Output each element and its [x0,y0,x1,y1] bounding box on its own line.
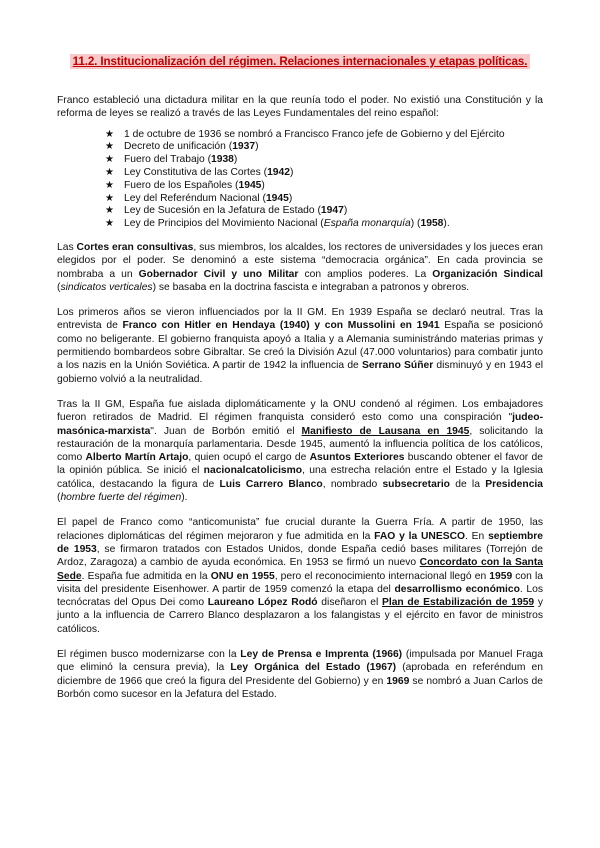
title-wrapper [57,52,543,70]
list-item: ★ Ley de Principios del Movimiento Nacional (España monarquía) (1958). [105,218,450,230]
intro-paragraph: Franco estableció una dictadura militar en la que reunía todo el poder. No existió una Constitución y la reforma de leyes se realizó a través de las Leyes Fundamentales del reino español: [57,95,543,120]
cortes-paragraph: Las Cortes eran consultivas, sus miembros, los alcaldes, los rectores de universidades y los jueces eran elegidos por el poder. Se denominó a este sistema “democracia orgánica”. En cada provincia se nombraba a un Gobernador Civil y uno Militar con amplios poderes. La Organización Sindical (sindicatos verticales) se basaba en la doctrina fascista e integraban a patronos y obreros. [57,241,544,293]
star-bullet-icon: ★ [105,154,114,166]
section-title: 11.2. Institucionalización del régimen. Relaciones internacionales y etapas políticas. [70,54,531,69]
list-item: ★ Ley de Sucesión en la Jefatura de Estado (1947) [105,205,348,217]
star-bullet-icon: ★ [105,192,114,204]
star-bullet-icon: ★ [105,179,114,191]
star-bullet-icon: ★ [105,128,114,140]
list-item: ★ Ley Constitutiva de las Cortes (1942) [105,166,294,178]
star-bullet-icon: ★ [105,141,114,153]
list-item: ★ Fuero del Trabajo (1938) [105,154,238,166]
modernization-paragraph: El régimen busco modernizarse con la Ley de Prensa e Imprenta (1966) (impulsada por Manuel Fraga que eliminó la censura previa), la Ley Orgánica del Estado (1967) (aprobada en referéndum en diciembre de 1966 que creó la figura del Presidente del Gobierno) y en 1969 se nombró a Juan Carlos de Borbón como sucesor en la Jefatura del Estado. [57,648,544,700]
list-item: ★ Ley del Referéndum Nacional (1945) [105,192,293,204]
list-item: ★ 1 de octubre de 1936 se nombró a Francisco Franco jefe de Gobierno y del Ejército [105,128,505,140]
star-bullet-icon: ★ [105,205,114,217]
cold-war-paragraph: El papel de Franco como “anticomunista” fue crucial durante la Guerra Fría. A partir de 1950, las relaciones diplomáticas del régimen mejoraron y fue admitida en la FAO y la UNESCO. En septiembre de 1953, se firmaron tratados con Estados Unidos, donde España cedió bases militares (Torrejón de Ardoz, Zaragoza) a cambio de ayuda económica. En 1953 se firmó un nuevo Concordato con la Santa Sede. España fue admitida en la ONU en 1955, pero el reconocimiento internacional llegó en 1959 con la visita del presidente Eisenhower. A partir de 1959 comenzó la etapa del desarrollismo económico. Los tecnócratas del Opus Dei como Laureano López Rodó diseñaron el Plan de Estabilización de 1959 y junto a la influencia de Carrero Blanco desplazaron a los falangistas y el ejército en favor de ministros católicos. [57,517,544,635]
fundamental-laws-list [57,129,543,231]
list-item: ★ Decreto de unificación (1937) [105,141,259,153]
star-bullet-icon: ★ [105,166,114,178]
world-war-paragraph: Los primeros años se vieron influenciados por la II GM. En 1939 España se declaró neutral. Tras la entrevista de Franco con Hitler en Hendaya (1940) y con Mussolini en 1941 España se posicionó como no beligerante. El gobierno franquista apoyó a Italia y a Alemania suministrándo materias primas y permitiendo bombardeos sobre Gibraltar. Se creó la División Azul (47.000 voluntarios) para combatir junto a los nazis en la Unión Soviética. A partir de 1942 la influencia de Serrano Súñer disminuyó y en 1943 el gobierno volvió a la neutralidad. [57,307,543,385]
star-bullet-icon: ★ [105,218,114,230]
isolation-paragraph: Tras la II GM, España fue aislada diplomáticamente y la ONU condenó al régimen. Los embajadores fueron retirados de Madrid. El régimen franquista consideró esto como una conspiración "judeo-masónica-marxista". Juan de Borbón emitió el Manifiesto de Lausana en 1945, solicitando la restauración de la monarquía parlamentaria. Desde 1945, aumentó la influencia política de los católicos, como Alberto Martín Artajo, quien ocupó el cargo de Asuntos Exteriores buscando obtener el favor de la opinión pública. Se inició el nacionalcatolicismo, una estrecha relación entre el Estado y la Iglesia católica, destacando la figura de Luis Carrero Blanco, nombrado subsecretario de la Presidencia (hombre fuerte del régimen). [57,398,544,504]
list-item: ★ Fuero de los Españoles (1945) [105,179,265,191]
